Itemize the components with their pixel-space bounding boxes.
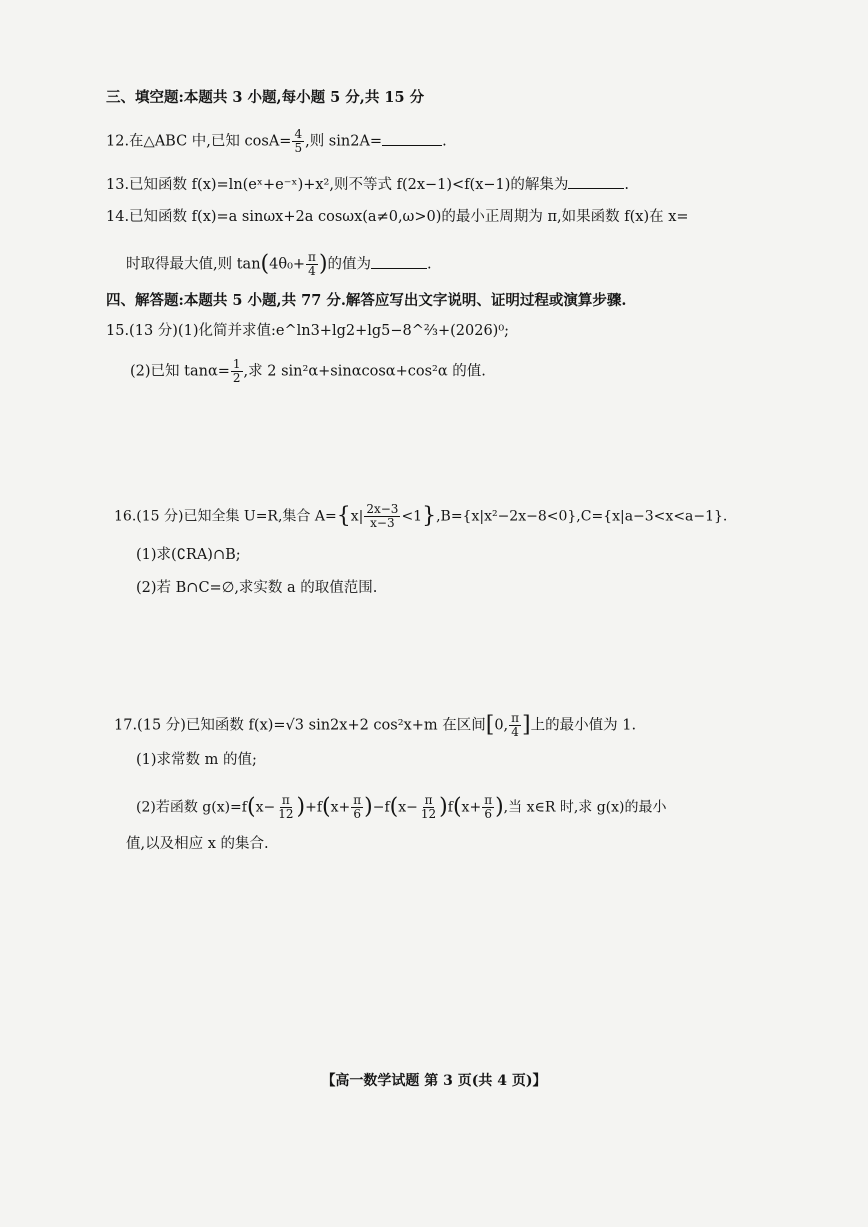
question-17-part1: (1)求常数 m 的值; xyxy=(136,752,257,768)
page-footer: 【高一数学试题 第 3 页(共 4 页)】 xyxy=(321,1073,547,1089)
question-13 xyxy=(106,174,629,195)
q13-answer-blank[interactable] xyxy=(568,174,624,189)
q17-f4-num: π xyxy=(484,793,493,807)
q15-part2-prefix: (2)已知 tanα= xyxy=(130,363,230,380)
q14-frac-num: π xyxy=(308,250,316,264)
q13-text: 13.已知函数 f(x)=ln(eˣ+e⁻ˣ)+x²,则不等式 f(2x−1)<f(x−1)的解集为 xyxy=(106,177,569,193)
q15-frac-den: 2 xyxy=(232,371,241,385)
question-16-part2: (2)若 B∩C=∅,求实数 a 的取值范围. xyxy=(136,580,378,596)
question-15-part1: 15.(13 分)(1)化简并求值:e^ln3+lg2+lg5−8^⅔+(2026)⁰; xyxy=(106,323,510,339)
q12-fraction xyxy=(292,128,304,155)
q14-right-paren: ) xyxy=(318,251,328,277)
q13-end: . xyxy=(624,177,630,193)
question-12 xyxy=(106,128,447,155)
q12-end: . xyxy=(442,133,447,150)
q14-theta-expr: 4θ₀+ xyxy=(269,256,306,273)
q14-answer-blank[interactable] xyxy=(371,254,427,269)
q17-f3-den: 12 xyxy=(420,807,437,821)
q17-frac-1 xyxy=(276,794,295,821)
q17-left-bracket: [ xyxy=(485,712,495,738)
q17-part2-i: ,当 x∈R 时,求 g(x)的最小 xyxy=(503,799,667,816)
q17-paren-4l: ( xyxy=(452,794,462,820)
q12-prefix: 12.在△ABC 中,已知 cosA= xyxy=(106,133,292,150)
q14-left-paren: ( xyxy=(260,251,270,277)
question-17-part2 xyxy=(136,794,667,821)
q17-right-bracket: ] xyxy=(522,712,531,738)
q17-paren-3l: ( xyxy=(389,794,399,820)
q17-fraction xyxy=(509,712,521,739)
q17-paren-1l: ( xyxy=(246,794,256,820)
q17-frac-2 xyxy=(351,794,363,821)
q16-frac-den: x−3 xyxy=(370,516,395,530)
q17-prefix: 17.(15 分)已知函数 f(x)=√3 sin2x+2 cos²x+m 在区间 xyxy=(114,717,486,734)
q14-end: . xyxy=(427,256,432,273)
q16-set-a-left: x| xyxy=(350,508,364,525)
q17-f1-num: π xyxy=(281,793,290,807)
q12-frac-den: 5 xyxy=(294,141,303,155)
section-4-heading: 四、解答题:本题共 5 小题,共 77 分.解答应写出文字说明、证明过程或演算步骤. xyxy=(106,292,627,309)
q17-frac-num: π xyxy=(511,711,520,725)
q17-part2-f: x− xyxy=(398,799,418,816)
q17-paren-1r: ) xyxy=(296,794,306,820)
q17-part2-g: f xyxy=(447,799,453,816)
q17-suffix: 上的最小值为 1. xyxy=(530,717,637,734)
q14-line2-suffix: 的值为 xyxy=(327,256,372,273)
question-15-part2 xyxy=(130,358,486,385)
q17-frac-3 xyxy=(419,794,438,821)
q16-prefix: 16.(15 分)已知全集 U=R,集合 A= xyxy=(114,508,337,525)
q17-part2-d: x+ xyxy=(330,799,351,816)
q15-fraction xyxy=(231,358,243,385)
q17-frac-4 xyxy=(482,794,494,821)
q14-fraction xyxy=(306,251,318,278)
q14-line2-prefix: 时取得最大值,则 tan xyxy=(126,256,261,273)
q12-frac-num: 4 xyxy=(294,127,303,141)
q14-frac-den: 4 xyxy=(308,264,316,278)
q17-f1-den: 12 xyxy=(278,807,294,821)
q17-f4-den: 6 xyxy=(484,807,492,821)
q17-f2-den: 6 xyxy=(353,807,362,821)
q17-interval-left: 0, xyxy=(494,717,509,734)
question-14-line1: 14.已知函数 f(x)=a sinωx+2a cosωx(a≠0,ω>0)的最小正周期为 π,如果函数 f(x)在 x= xyxy=(106,209,689,225)
q17-f2-num: π xyxy=(353,793,362,807)
question-17-part2-line2: 值,以及相应 x 的集合. xyxy=(126,836,269,852)
q12-answer-blank[interactable] xyxy=(382,131,442,146)
q16-fraction xyxy=(364,503,400,530)
q17-part2-c: +f xyxy=(305,799,323,816)
q16-set-a-right: <1 xyxy=(401,508,423,525)
q17-part2-e: −f xyxy=(372,799,390,816)
q17-part2-b: x− xyxy=(255,799,276,816)
q17-paren-4r: ) xyxy=(495,794,504,820)
q16-suffix: ,B={x|x²−2x−8<0},C={x|a−3<x<a−1}. xyxy=(436,508,728,525)
question-16 xyxy=(114,503,727,530)
q17-part2-h: x+ xyxy=(461,799,482,816)
question-17 xyxy=(114,712,636,739)
q17-paren-2r: ) xyxy=(364,794,373,820)
q17-part2-a: (2)若函数 g(x)=f xyxy=(136,799,247,816)
q16-left-brace: { xyxy=(336,503,351,529)
section-3-heading: 三、填空题:本题共 3 小题,每小题 5 分,共 15 分 xyxy=(106,89,425,106)
question-16-part1: (1)求(∁RA)∩B; xyxy=(136,547,241,563)
q15-frac-num: 1 xyxy=(232,357,241,371)
q15-part2-suffix: ,求 2 sin²α+sinαcosα+cos²α 的值. xyxy=(243,363,486,380)
q16-frac-num: 2x−3 xyxy=(366,502,399,516)
question-14-line2 xyxy=(126,251,432,278)
q17-paren-2l: ( xyxy=(322,794,331,820)
q17-paren-3r: ) xyxy=(439,794,448,820)
q12-suffix: ,则 sin2A= xyxy=(305,133,383,150)
q17-frac-den: 4 xyxy=(511,725,519,739)
q17-f3-num: π xyxy=(424,793,433,807)
q16-right-brace: } xyxy=(422,503,437,529)
